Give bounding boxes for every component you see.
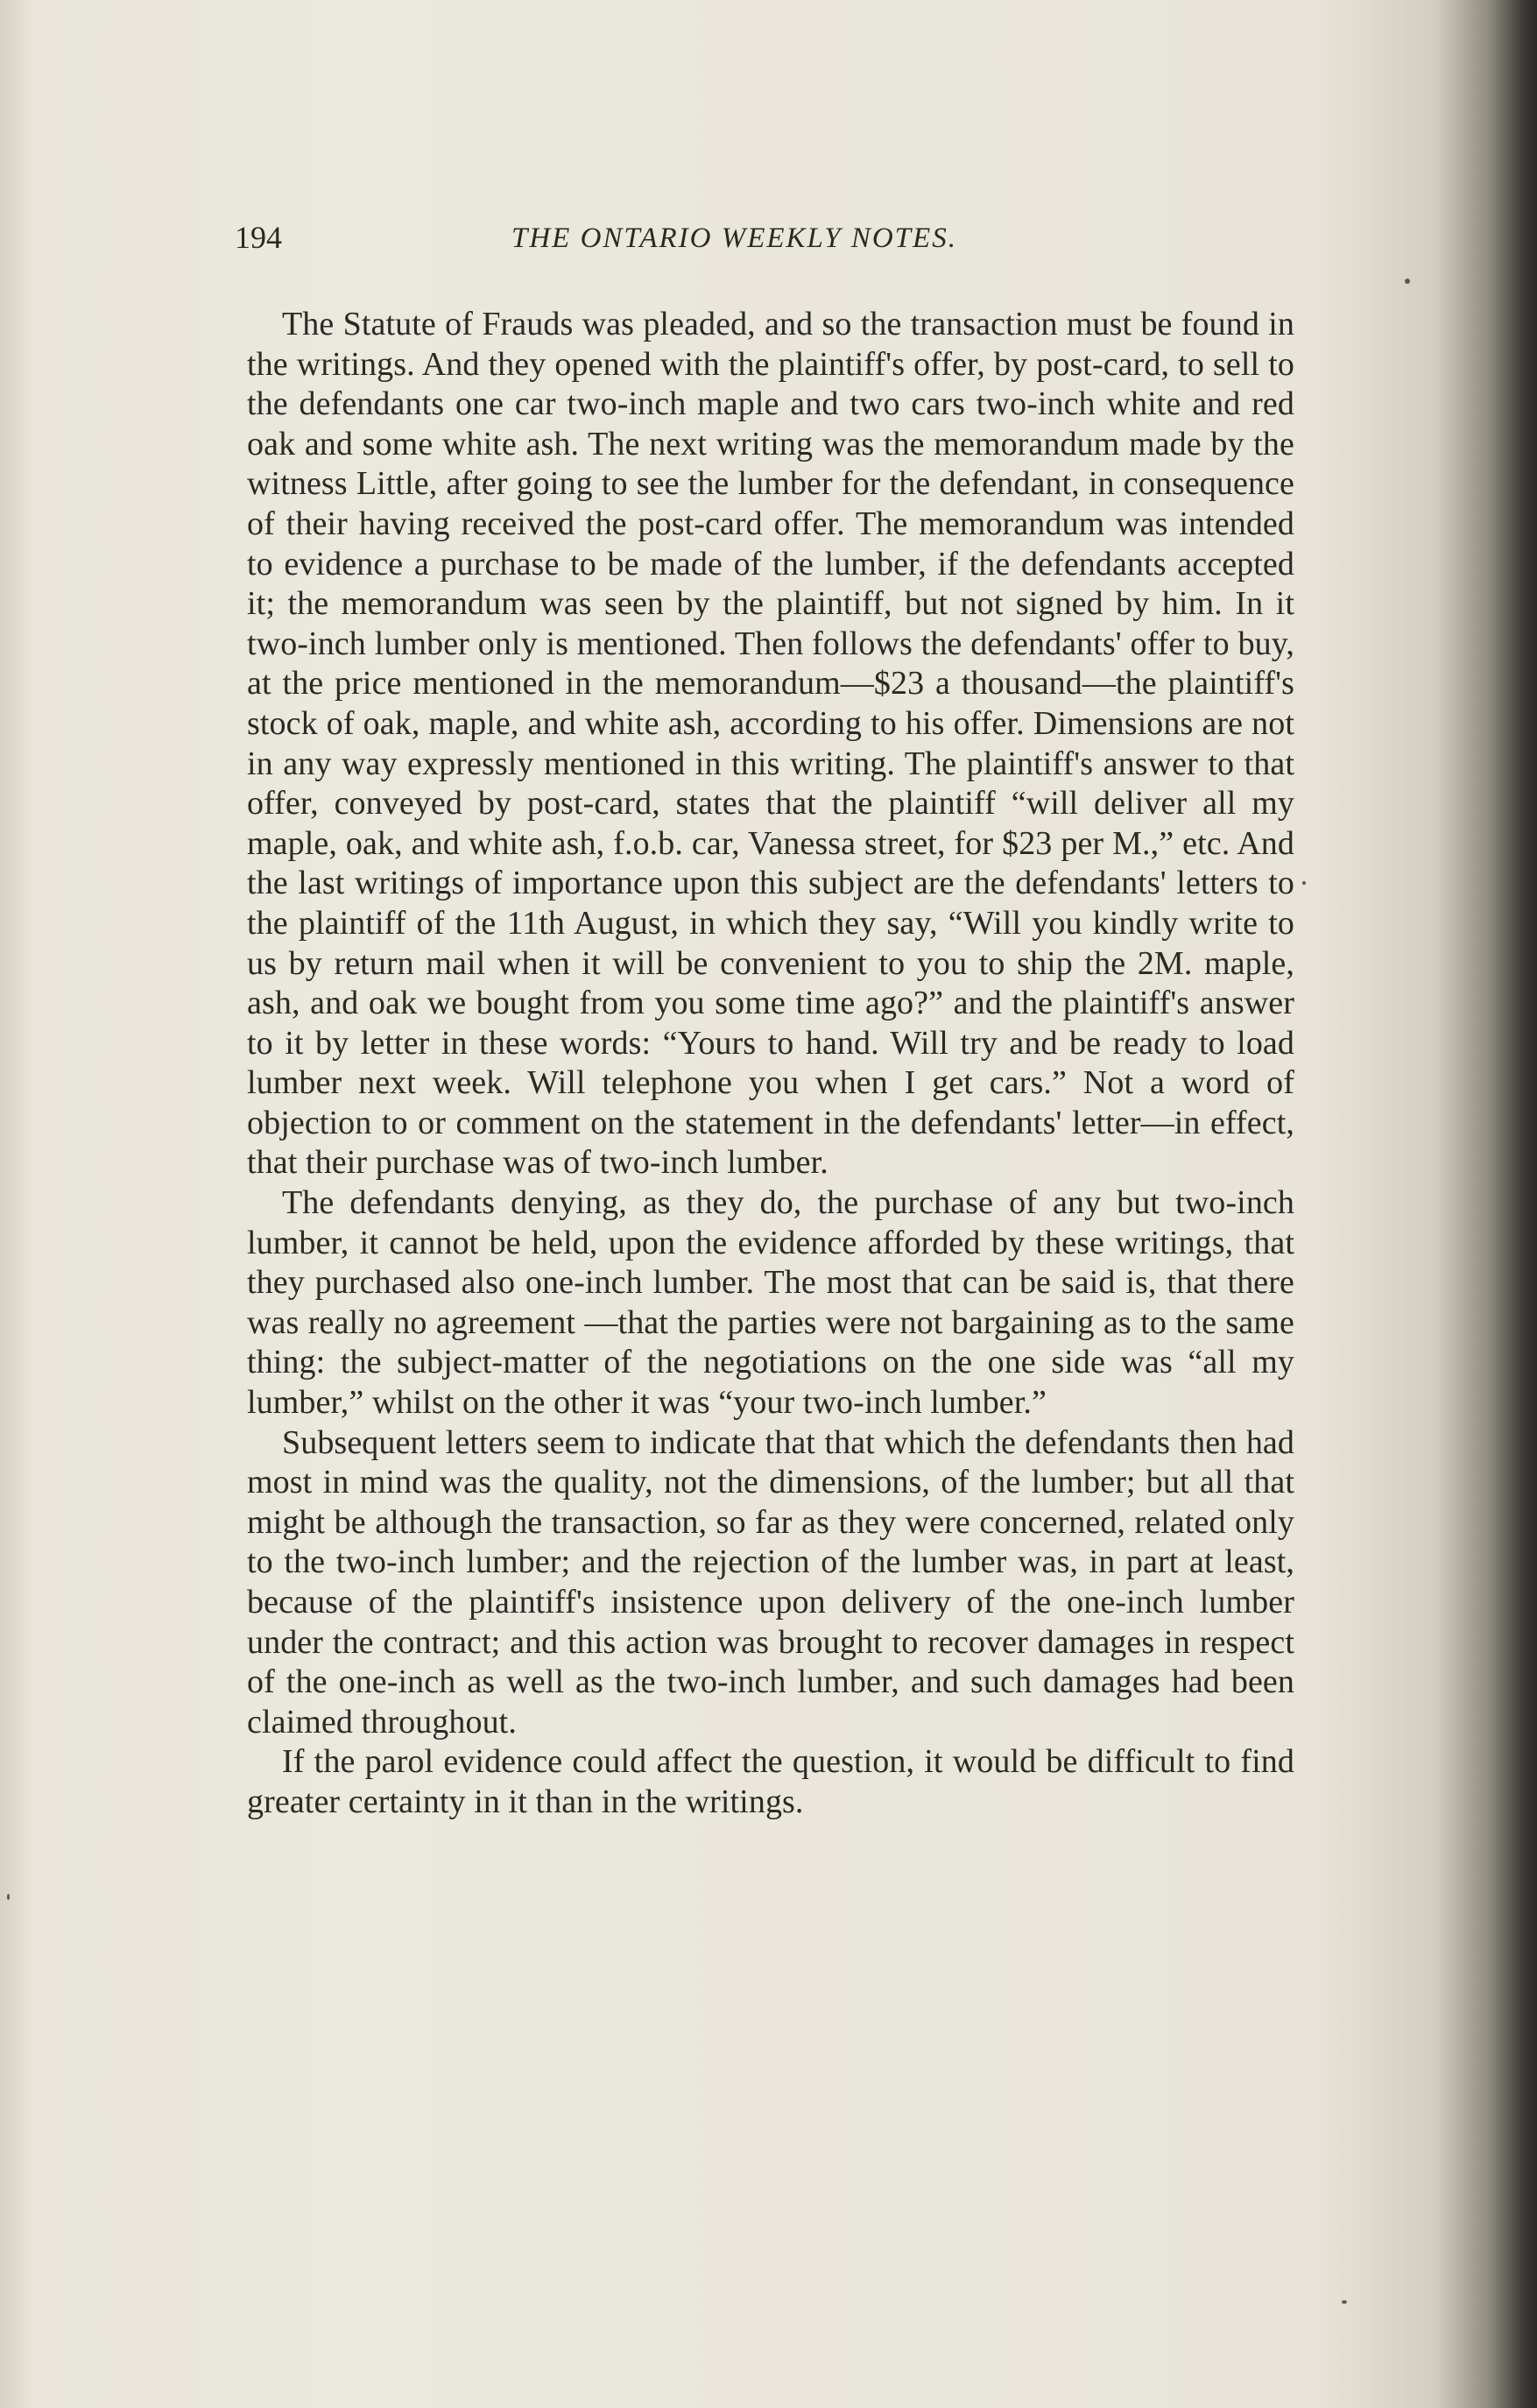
paragraph: The Statute of Frauds was pleaded, and so the transaction must be found in the writings. And they opened with the plaintiff's offer, by post-card, to sell to the defendants one car two-inch maple and two cars two-inch white and red oak and some white ash. The next writing was the memorandum made by the witness Little, after going to see the lumber for the defendant, in consequence of their having received the post-card offer. The memorandum was intended to evidence a purchase to be made of the lumber, if the defendants accepted it; the memorandum was seen by the plaintiff, but not signed by him. In it two-inch lumber only is mentioned. Then follows the defendants' offer to buy, at the price mentioned in the memorandum—$23 a thousand—the plaintiff's stock of oak, maple, and white ash, according to his offer. Dimensions are not in any way expressly mentioned in this writing. The plaintiff's answer to that offer, conveyed by post-card, states that the plaintiff “will deliver all my maple, oak, and white ash, f.o.b. car, Vanessa street, for $23 per M.,” etc. And the last writings of importance upon this subject are the defendants' letters to the plaintiff of the 11th August, in which they say, “Will you kindly write to us by return mail when it will be convenient to you to ship the 2M. maple, ash, and oak we bought from you some time ago?” and the plaintiff's answer to it by letter in these words: “Yours to hand. Will try and be ready to load lumber next week. Will telephone you when I get cars.” Not a word of objection to or comment on the statement in the defendants' letter—in effect, that their purchase was of two-inch lumber. bbox=[247, 306, 1294, 1182]
body-text bbox=[235, 305, 1294, 1823]
page-number: 194 bbox=[235, 220, 282, 255]
dust-speck bbox=[1405, 279, 1410, 284]
paragraph: Subsequent letters seem to indicate that that which the defendants then had most in mind was the quality, not the dimensions, of the lumber; but all that might be although the transaction, so far as they were concerned, related only to the two-inch lumber; and the rejection of the lumber was, in part at least, because of the plaintiff's insistence upon delivery of the one-inch lumber under the contract; and this action was brought to recover damages in respect of the one-inch as well as the two-inch lumber, and such damages had been claimed throughout. bbox=[247, 1423, 1294, 1741]
paragraph: If the parol evidence could affect the question, it would be difficult to find greater certainty in it than in the writings. bbox=[247, 1743, 1294, 1820]
dust-speck bbox=[1342, 2300, 1347, 2304]
book-page bbox=[235, 219, 1294, 2234]
dust-speck bbox=[1302, 881, 1306, 885]
dust-speck bbox=[7, 1894, 10, 1900]
running-header bbox=[235, 219, 1294, 268]
running-title: THE ONTARIO WEEKLY NOTES. bbox=[511, 222, 957, 254]
paragraph: The defendants denying, as they do, the purchase of any but two-inch lumber, it cannot be held, upon the evidence afforded by these writings, that they purchased also one-inch lumber. The most that can be said is, that there was really no agreement —that the parties were not bargaining as to the same thing: the subject-matter of the negotiations on the one side was “all my lumber,” whilst on the other it was “your two-inch lumber.” bbox=[247, 1184, 1294, 1422]
